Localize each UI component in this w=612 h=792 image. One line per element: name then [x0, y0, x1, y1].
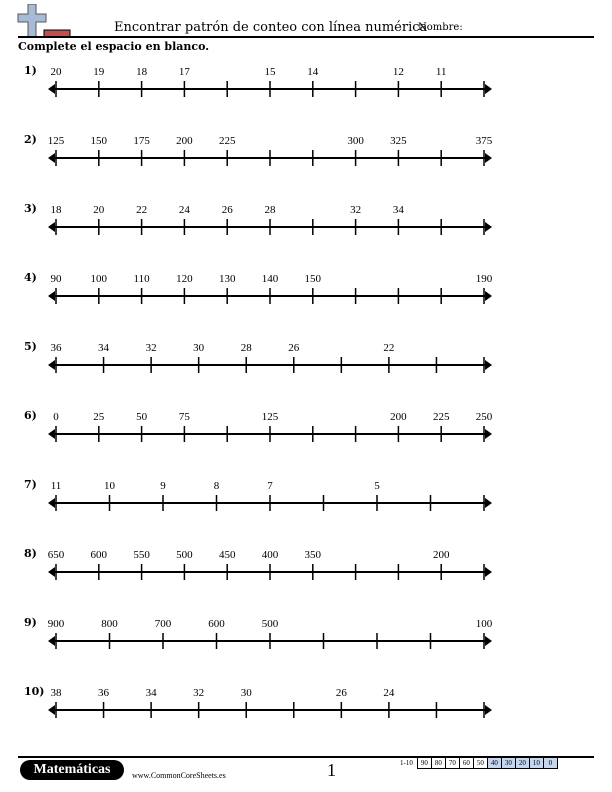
- tick-label: 14: [307, 66, 319, 78]
- arrow-right-icon: [485, 222, 492, 232]
- tick-label: 32: [350, 204, 362, 216]
- problem-number: 8): [24, 547, 37, 560]
- arrow-left-icon: [48, 429, 55, 439]
- tick-label: 18: [50, 204, 62, 216]
- tick-label: 200: [390, 411, 407, 423]
- tick-label: 26: [288, 342, 300, 354]
- tick-label: 100: [475, 618, 493, 630]
- arrow-left-icon: [48, 84, 55, 94]
- arrow-left-icon: [48, 636, 55, 646]
- score-cell: 50: [473, 758, 487, 769]
- tick-label: 150: [304, 273, 322, 285]
- tick-label: 200: [432, 549, 450, 561]
- tick-label: 90: [50, 273, 62, 285]
- tick-label: 34: [392, 204, 404, 216]
- tick-label: 25: [93, 411, 105, 423]
- score-cell: 20: [515, 758, 529, 769]
- problem-number: 6): [24, 409, 37, 422]
- tick-label: 12: [392, 66, 404, 78]
- page-number: 1: [327, 760, 336, 780]
- tick-label: 34: [98, 342, 110, 354]
- score-cell: 80: [431, 758, 445, 769]
- number-line: [0, 271, 612, 311]
- tick-label: 250: [475, 411, 493, 423]
- problem-number: 5): [24, 340, 37, 353]
- number-line: [0, 616, 612, 656]
- arrow-right-icon: [485, 291, 492, 301]
- problem-number: 1): [24, 64, 37, 77]
- problem: [0, 478, 612, 538]
- problem: [0, 616, 612, 676]
- score-cell: 30: [501, 758, 515, 769]
- tick-label: 700: [154, 618, 172, 630]
- tick-label: 10: [104, 480, 115, 492]
- tick-label: 17: [178, 66, 190, 78]
- tick-label: 125: [261, 411, 279, 423]
- problem: [0, 202, 612, 262]
- plus-logo-icon: [16, 4, 72, 38]
- name-label: Nombre:: [418, 22, 463, 33]
- score-cell: 60: [459, 758, 473, 769]
- problem: [0, 547, 612, 607]
- problem: [0, 409, 612, 469]
- arrow-right-icon: [485, 153, 492, 163]
- arrow-left-icon: [48, 705, 55, 715]
- tick-label: 130: [218, 273, 236, 285]
- score-cell: 90: [417, 758, 431, 769]
- tick-label: 800: [101, 618, 118, 630]
- tick-label: 22: [383, 342, 395, 354]
- tick-label: 120: [176, 273, 193, 285]
- tick-label: 550: [133, 549, 150, 561]
- tick-label: 22: [136, 204, 148, 216]
- arrow-right-icon: [485, 360, 492, 370]
- tick-label: 24: [383, 687, 395, 699]
- tick-label: 7: [267, 480, 273, 492]
- arrow-right-icon: [485, 567, 492, 577]
- score-cell: 40: [487, 758, 501, 769]
- tick-label: 8: [213, 480, 220, 492]
- worksheet-title: Encontrar patrón de conteo con línea numérica: [114, 20, 428, 35]
- tick-label: 26: [335, 687, 347, 699]
- problem: [0, 271, 612, 331]
- problem-number: 2): [24, 133, 37, 146]
- tick-label: 325: [390, 135, 407, 147]
- tick-label: 500: [261, 618, 279, 630]
- tick-label: 36: [50, 342, 62, 354]
- tick-label: 350: [304, 549, 322, 561]
- tick-label: 150: [90, 135, 108, 147]
- problem-number: 10): [24, 685, 45, 698]
- arrow-left-icon: [48, 291, 55, 301]
- tick-label: 28: [264, 204, 276, 216]
- tick-label: 11: [435, 66, 447, 78]
- tick-label: 225: [218, 135, 236, 147]
- number-line: [0, 340, 612, 380]
- arrow-right-icon: [485, 636, 492, 646]
- tick-label: 450: [218, 549, 236, 561]
- tick-label: 375: [475, 135, 493, 147]
- number-line: [0, 133, 612, 173]
- score-range-label: 1-10: [400, 759, 413, 767]
- tick-label: 125: [47, 135, 65, 147]
- tick-label: 26: [221, 204, 233, 216]
- problem: [0, 64, 612, 124]
- score-cell: 10: [529, 758, 543, 769]
- problem: [0, 685, 612, 745]
- tick-label: 20: [50, 66, 62, 78]
- arrow-left-icon: [48, 222, 55, 232]
- tick-label: 34: [145, 687, 157, 699]
- tick-label: 600: [90, 549, 108, 561]
- score-cell: 0: [543, 758, 557, 769]
- arrow-right-icon: [485, 429, 492, 439]
- tick-label: 11: [50, 480, 62, 492]
- tick-label: 30: [193, 342, 205, 354]
- tick-label: 600: [208, 618, 225, 630]
- problem: [0, 340, 612, 400]
- problem: [0, 133, 612, 193]
- tick-label: 140: [261, 273, 279, 285]
- tick-label: 400: [261, 549, 279, 561]
- problem-number: 3): [24, 202, 37, 215]
- tick-label: 190: [475, 273, 493, 285]
- number-line: [0, 202, 612, 242]
- arrow-right-icon: [485, 705, 492, 715]
- tick-label: 0: [53, 411, 59, 423]
- arrow-left-icon: [48, 567, 55, 577]
- tick-label: 32: [145, 342, 157, 354]
- tick-label: 9: [160, 480, 166, 492]
- arrow-left-icon: [48, 153, 55, 163]
- tick-label: 225: [432, 411, 450, 423]
- tick-label: 15: [264, 66, 276, 78]
- number-line: [0, 64, 612, 104]
- tick-label: 900: [47, 618, 65, 630]
- tick-label: 28: [240, 342, 252, 354]
- tick-label: 38: [50, 687, 62, 699]
- number-line: [0, 685, 612, 725]
- problem-number: 4): [24, 271, 37, 284]
- arrow-left-icon: [48, 498, 55, 508]
- header-divider: [18, 36, 594, 38]
- tick-label: 75: [178, 411, 190, 423]
- tick-label: 19: [93, 66, 105, 78]
- tick-label: 175: [133, 135, 150, 147]
- tick-label: 50: [136, 411, 148, 423]
- site-url: www.CommonCoreSheets.es: [132, 771, 226, 780]
- number-line: [0, 409, 612, 449]
- tick-label: 650: [47, 549, 65, 561]
- tick-label: 100: [90, 273, 108, 285]
- arrow-right-icon: [485, 498, 492, 508]
- tick-label: 32: [193, 687, 205, 699]
- score-cell: 70: [445, 758, 459, 769]
- tick-label: 20: [93, 204, 105, 216]
- tick-label: 110: [133, 273, 150, 285]
- tick-label: 30: [240, 687, 252, 699]
- tick-label: 300: [347, 135, 364, 147]
- tick-label: 200: [176, 135, 193, 147]
- problem-number: 7): [24, 478, 37, 491]
- score-table: [398, 757, 558, 769]
- arrow-right-icon: [485, 84, 492, 94]
- tick-label: 36: [98, 687, 110, 699]
- problem-number: 9): [24, 616, 37, 629]
- tick-label: 18: [136, 66, 148, 78]
- arrow-left-icon: [48, 360, 55, 370]
- tick-label: 5: [374, 480, 380, 492]
- instructions: Complete el espacio en blanco.: [18, 40, 210, 53]
- tick-label: 24: [178, 204, 190, 216]
- brand-badge: Matemáticas: [20, 760, 124, 780]
- number-line: [0, 547, 612, 587]
- tick-label: 500: [176, 549, 193, 561]
- number-line: [0, 478, 612, 518]
